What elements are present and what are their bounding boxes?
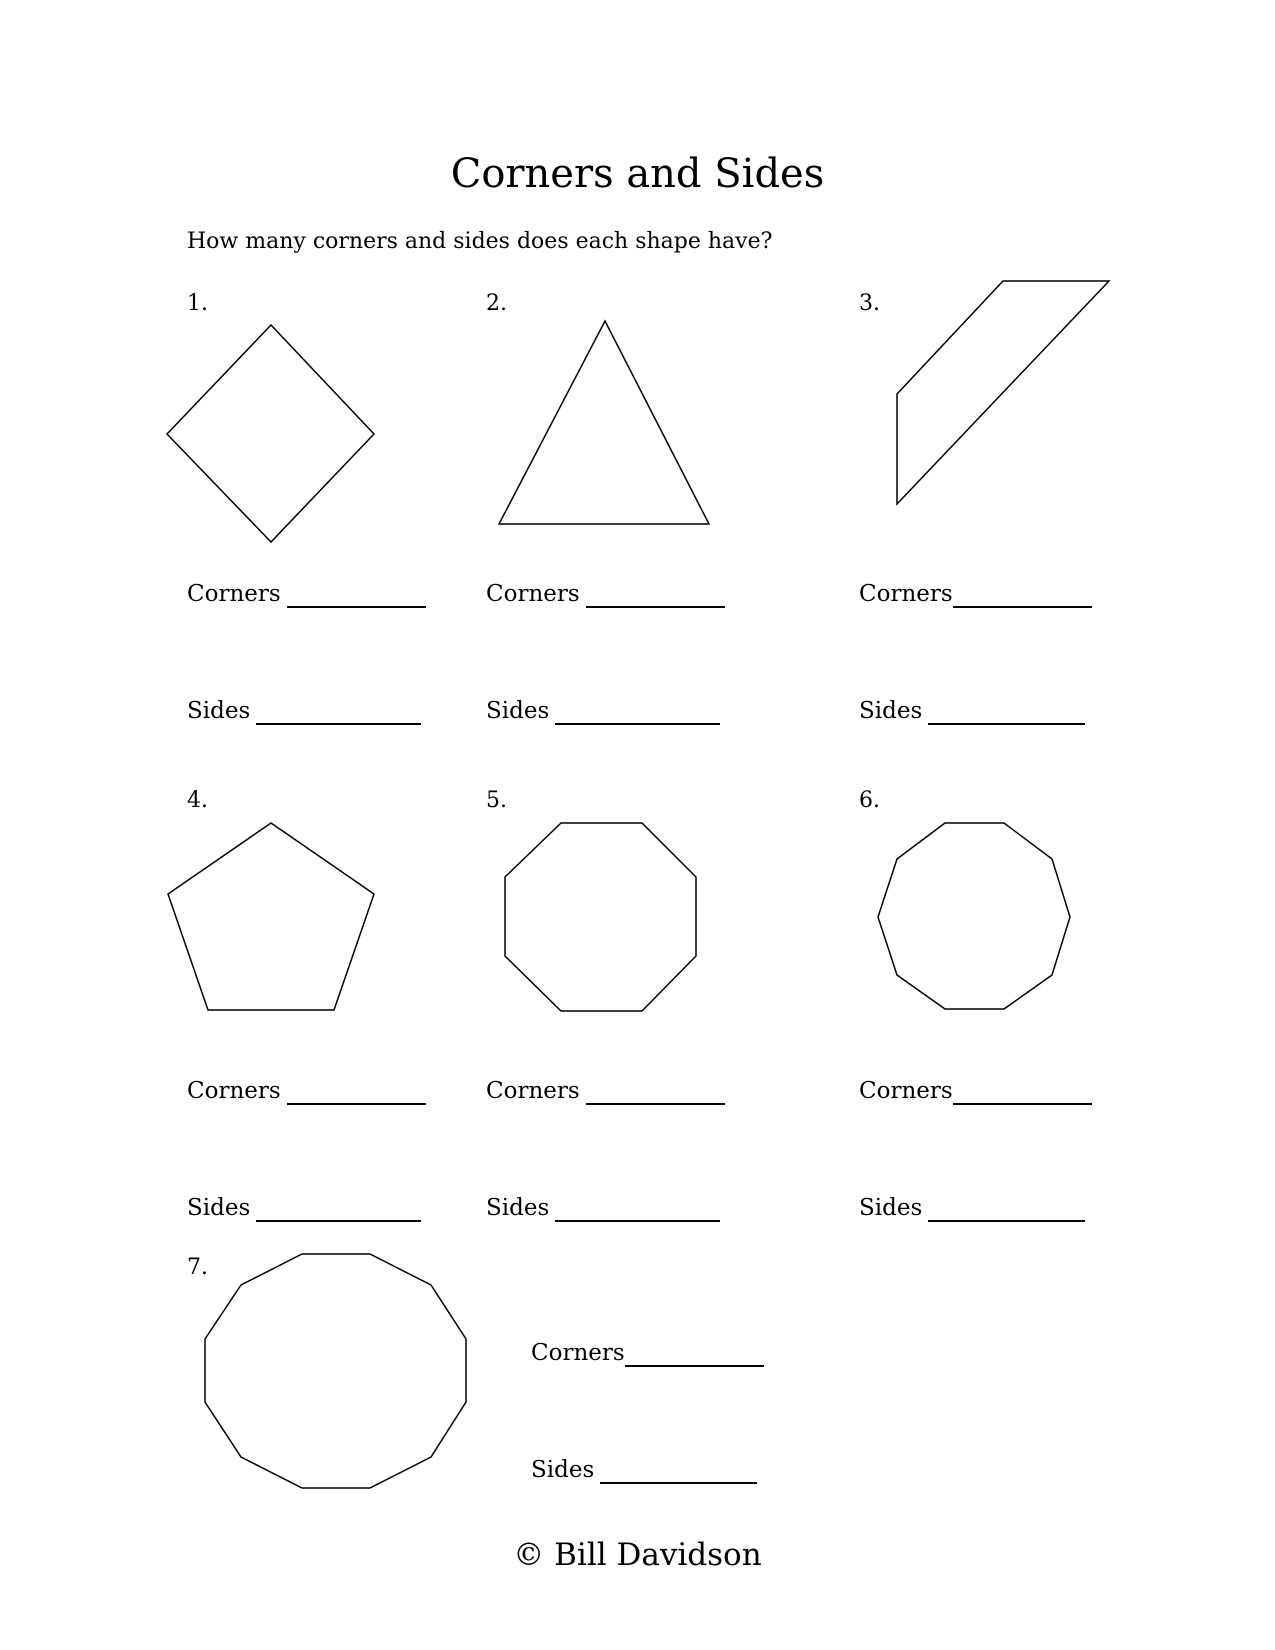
sides-answer-line-7[interactable]	[600, 1462, 757, 1484]
corners-label: Corners	[859, 1078, 953, 1104]
problem-number-4: 4.	[187, 788, 208, 813]
corners-label: Corners	[486, 581, 580, 607]
sides-label: Sides	[531, 1457, 595, 1483]
problem-number-2: 2.	[486, 291, 507, 316]
sides-label: Sides	[486, 698, 550, 724]
sides-label: Sides	[187, 698, 251, 724]
problem-number-3: 3.	[859, 291, 880, 316]
problem-number-5: 5.	[486, 788, 507, 813]
corners-label: Corners	[187, 581, 281, 607]
instructions: How many corners and sides does each shape have?	[187, 229, 773, 254]
corners-field-7	[531, 1339, 764, 1367]
corners-label: Corners	[859, 581, 953, 607]
page-title: Corners and Sides	[450, 151, 825, 197]
sides-label: Sides	[187, 1195, 251, 1221]
corners-label: Corners	[486, 1078, 580, 1104]
sides-field-7	[531, 1456, 757, 1484]
sides-label: Sides	[859, 1195, 923, 1221]
sides-label: Sides	[859, 698, 923, 724]
copyright-footer: © Bill Davidson	[513, 1537, 762, 1573]
problem-number-6: 6.	[859, 788, 880, 813]
corners-label: Corners	[531, 1340, 625, 1366]
problem-number-7: 7.	[187, 1255, 208, 1280]
sides-label: Sides	[486, 1195, 550, 1221]
corners-answer-line-7[interactable]	[625, 1345, 764, 1367]
corners-label: Corners	[187, 1078, 281, 1104]
problem-number-1: 1.	[187, 291, 208, 316]
